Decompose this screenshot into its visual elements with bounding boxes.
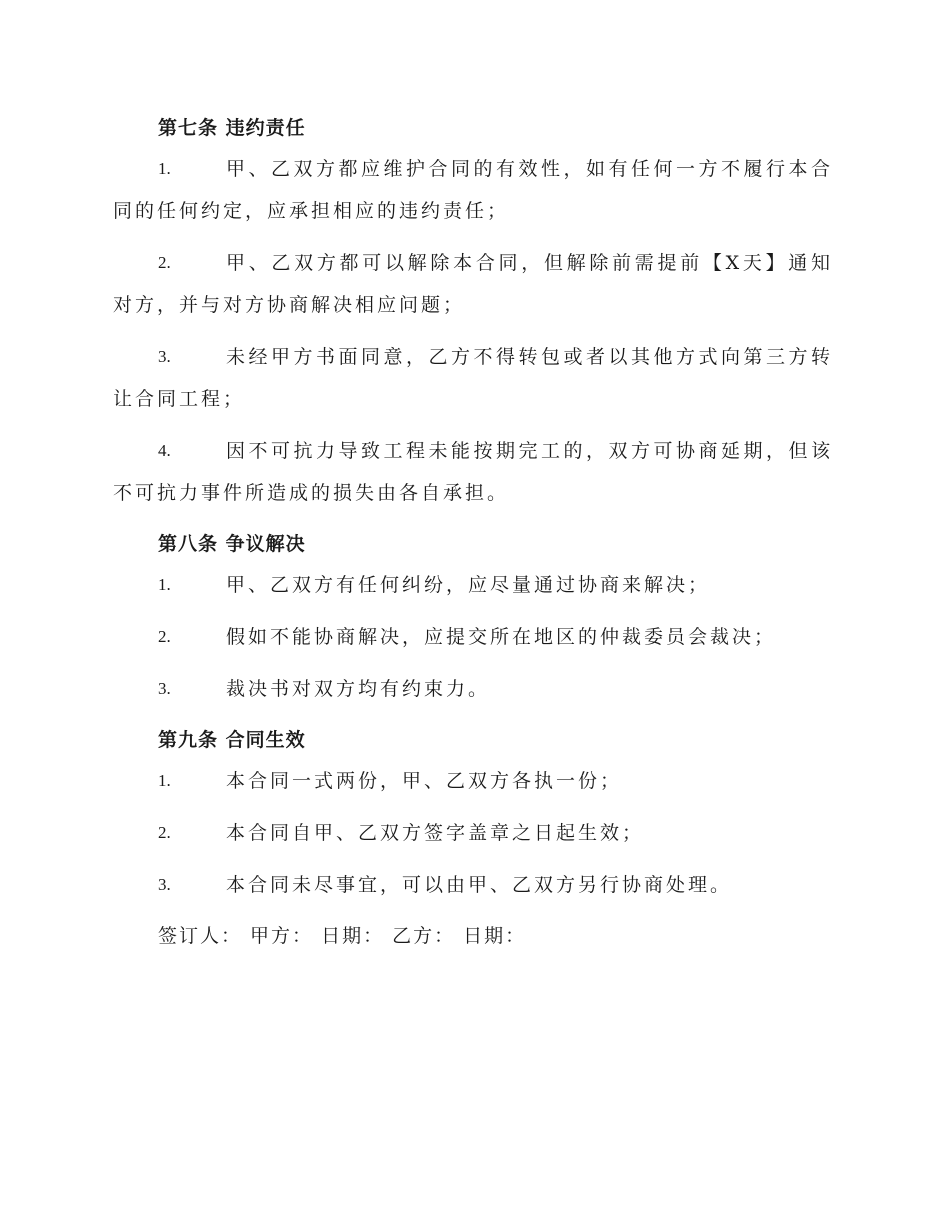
clause-number: 3. — [158, 347, 171, 366]
clause-text: 假如不能协商解决，应提交所在地区的仲裁委员会裁决； — [226, 626, 777, 648]
section-article-7 — [113, 108, 833, 514]
section-heading: 第八条 争议解决 — [158, 533, 306, 555]
clause-text: 甲、乙双方有任何纠纷，应尽量通过协商来解决； — [226, 574, 711, 596]
clause-text: 裁决书对双方均有约束力。 — [226, 678, 491, 700]
clause-number: 1. — [158, 159, 171, 178]
section-article-9 — [113, 720, 833, 906]
clause-number: 2. — [158, 253, 171, 272]
section-heading: 第七条 违约责任 — [158, 117, 306, 139]
clause-item — [113, 430, 833, 514]
clause-number: 1. — [158, 771, 171, 790]
clause-number: 3. — [158, 679, 171, 698]
clause-number: 4. — [158, 441, 171, 460]
clause-text: 未经甲方书面同意，乙方不得转包或者以其他方式向第三方转让合同工程； — [113, 346, 833, 410]
clause-number: 2. — [158, 823, 171, 842]
clause-item — [113, 616, 833, 658]
clause-text: 本合同自甲、乙双方签字盖章之日起生效； — [226, 822, 645, 844]
clause-text: 甲、乙双方都可以解除本合同，但解除前需提前【X天】通知对方，并与对方协商解决相应问题； — [113, 252, 833, 316]
clause-text: 甲、乙双方都应维护合同的有效性，如有任何一方不履行本合同的任何约定，应承担相应的违约责任； — [113, 158, 833, 222]
clause-item — [113, 812, 833, 854]
clause-item — [113, 564, 833, 606]
clause-text: 因不可抗力导致工程未能按期完工的，双方可协商延期，但该不可抗力事件所造成的损失由各自承担。 — [113, 440, 833, 504]
clause-item — [113, 864, 833, 906]
clause-number: 1. — [158, 575, 171, 594]
document-body — [113, 108, 833, 956]
clause-item — [113, 668, 833, 710]
clause-item — [113, 242, 833, 326]
clause-item — [113, 148, 833, 232]
signature-line: 签订人： 甲方： 日期： 乙方： 日期： — [158, 925, 527, 947]
section-heading: 第九条 合同生效 — [158, 729, 306, 751]
clause-number: 2. — [158, 627, 171, 646]
clause-text: 本合同一式两份，甲、乙双方各执一份； — [226, 770, 623, 792]
clause-item — [113, 760, 833, 802]
clause-item — [113, 336, 833, 420]
section-article-8 — [113, 524, 833, 710]
clause-text: 本合同未尽事宜，可以由甲、乙双方另行协商处理。 — [226, 874, 733, 896]
clause-number: 3. — [158, 875, 171, 894]
